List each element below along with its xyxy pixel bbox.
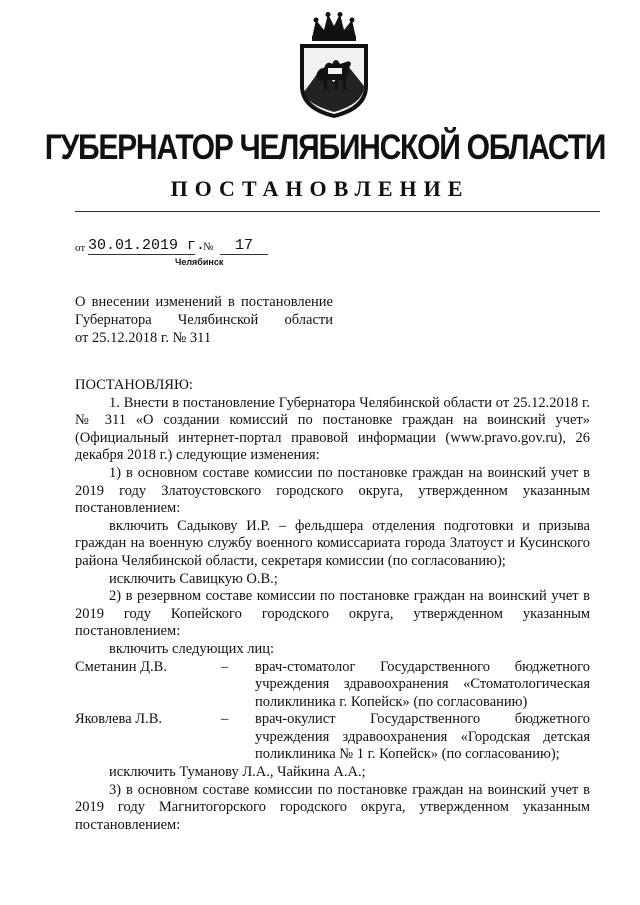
coat-of-arms-icon xyxy=(294,12,374,120)
header-divider xyxy=(75,211,600,212)
number-label: № xyxy=(203,241,214,253)
paragraph: включить следующих лиц: xyxy=(109,640,274,657)
paragraph: включить Садыкову И.Р. – фельдшера отделения подготовки и призыва граждан на военную службу военного комиссариата города Златоуст и Кусинского района Челябинской области, секретаря комиссии (по согласованию); xyxy=(75,517,590,569)
person-entry xyxy=(75,659,590,712)
document-type: ПОСТАНОВЛЕНИЕ xyxy=(170,176,470,201)
city-name: Челябинск xyxy=(175,257,224,267)
decree-heading: ПОСТАНОВЛЯЮ: xyxy=(75,377,193,393)
person-entry xyxy=(75,711,590,764)
person-name: Сметанин Д.В. xyxy=(75,658,167,675)
document-body xyxy=(75,377,590,834)
person-name: Яковлева Л.В. xyxy=(75,711,163,728)
paragraph: 3) в основном составе комиссии по постановке граждан на воинский учет в 2019 году Магнитогорского городского округа, утвержденном указанным постановлением: xyxy=(75,781,590,833)
document-number: 17 xyxy=(220,237,268,255)
person-description: врач-стоматолог Государственного бюджетного учреждения здравоохранения «Стоматологическая поликлиника г. Копейск» (по согласованию) xyxy=(255,658,590,710)
paragraph: 1) в основном составе комиссии по постановке граждан на воинский учет в 2019 году Златоустовского городского округа, утвержденном указанным постановлением: xyxy=(75,464,590,517)
paragraph: 1. Внести в постановление Губернатора Челябинской области от 25.12.2018 г. № 311 «О создании комиссий по постановке граждан на воинский учет» (Официальный интернет-портал правовой информации (www.pravo.gov.ru), 26 декабря 2018 г.) следующие изменения: xyxy=(75,394,590,464)
person-dash: – xyxy=(221,711,229,728)
paragraph: исключить Туманову Л.А., Чайкина А.А.; xyxy=(109,764,366,781)
subject-line: О внесении изменений в постановление xyxy=(75,294,333,310)
document-date: 30.01.2019 г. xyxy=(88,237,206,254)
paragraph: 2) в резервном составе комиссии по постановке граждан на воинский учет в 2019 году Копейского городского округа, утвержденном указанным постановлением: xyxy=(75,588,590,640)
governor-title: ГУБЕРНАТОР ЧЕЛЯБИНСКОЙ ОБЛАСТИ xyxy=(44,128,606,167)
date-from-label: от xyxy=(75,242,86,254)
person-dash: – xyxy=(221,658,229,675)
subject-line: от 25.12.2018 г. № 311 xyxy=(75,330,212,346)
subject-line: Губернатора Челябинской области xyxy=(75,312,333,328)
paragraph: исключить Савицкую О.В.; xyxy=(109,570,278,587)
person-description: врач-окулист Государственного бюджетного учреждения здравоохранения «Городская детская поликлиника № 1 г. Копейск» (по согласованию); xyxy=(255,711,590,763)
document-subject xyxy=(75,293,333,347)
